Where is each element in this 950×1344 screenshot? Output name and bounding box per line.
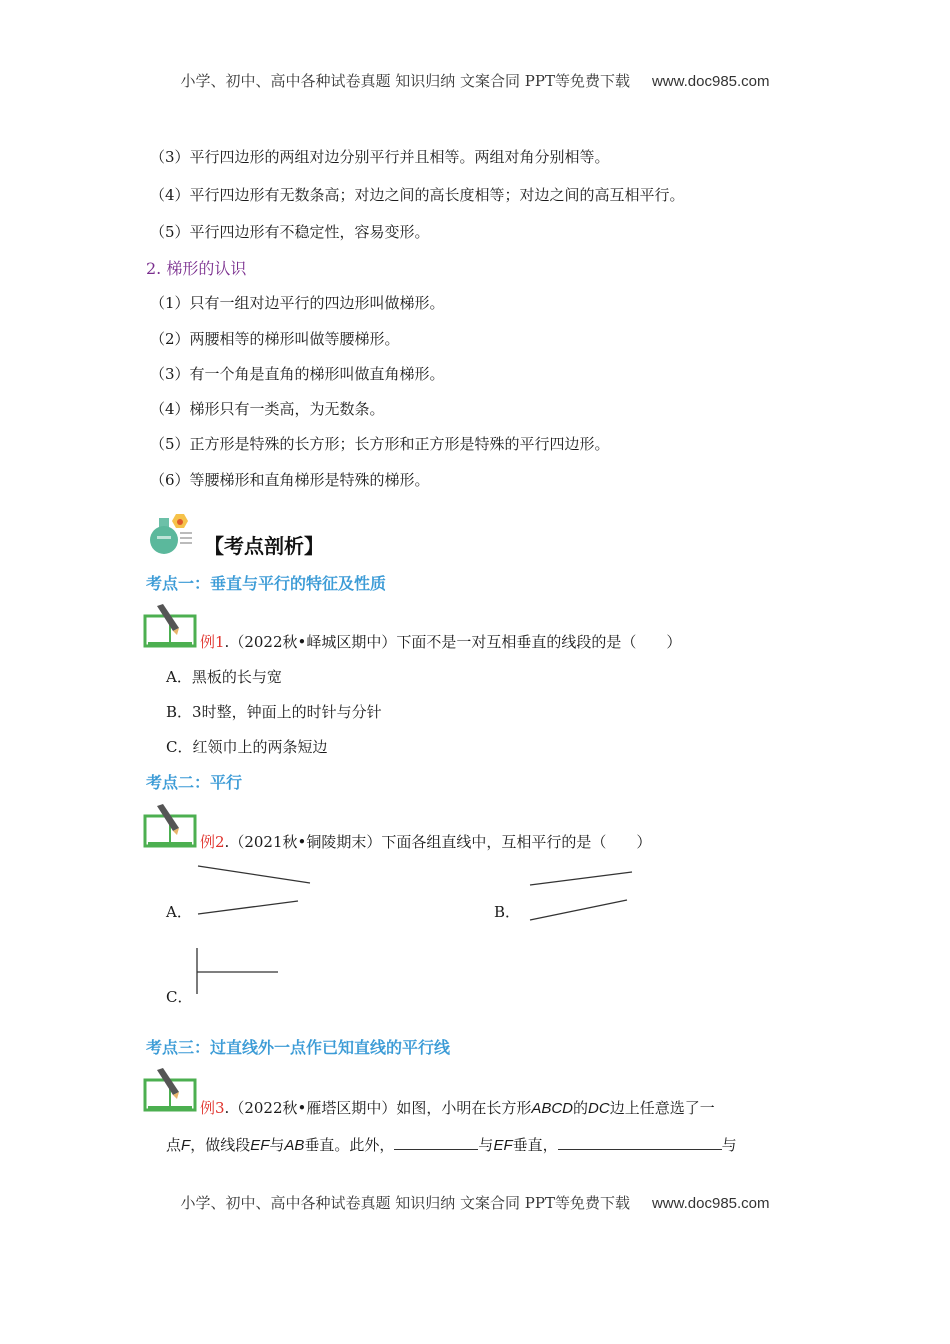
- kaodian-3-heading: 考点三：过直线外一点作已知直线的平行线: [146, 1038, 451, 1057]
- example-3-text-8: 与: [478, 1136, 494, 1154]
- example-1-option-b[interactable]: B．3时整，钟面上的时针与分针: [166, 703, 382, 721]
- page-header: [0, 70, 950, 91]
- example-3-text-1: .（2022秋•雁塔区期中）如图，小明在长方形: [224, 1099, 532, 1117]
- example-2-text: .（2021秋•铜陵期末）下面各组直线中，互相平行的是（ ）: [224, 833, 652, 851]
- analysis-heading: 【考点剖析】: [204, 534, 324, 558]
- notebook-pencil-icon: [143, 1068, 199, 1112]
- header-site-link[interactable]: www.doc985.com: [651, 73, 770, 90]
- example-3-text-9: 垂直，: [512, 1136, 558, 1154]
- example-1-question: [200, 631, 681, 652]
- answer-blank-2[interactable]: [558, 1135, 722, 1150]
- label-ef: EF: [250, 1137, 270, 1154]
- example-3-text-2: 的: [573, 1099, 589, 1117]
- label-ab: AB: [284, 1137, 305, 1154]
- notebook-pencil-icon: [143, 604, 199, 648]
- option-a-lines-figure: [194, 860, 314, 920]
- example-3-text-10: 与: [721, 1136, 737, 1154]
- label-f: F: [181, 1137, 191, 1154]
- flask-icon: [146, 512, 198, 556]
- footer-text: 小学、初中、高中各种试卷真题 知识归纳 文案合同 PPT等免费下载: [180, 1194, 630, 1212]
- example-3-question-line-2: [166, 1134, 737, 1155]
- example-1-text: .（2022秋•峄城区期中）下面不是一对互相垂直的线段的是（ ）: [224, 633, 682, 651]
- example-3-text-6: 与: [269, 1136, 285, 1154]
- example-3-text-5: ，做线段: [190, 1136, 251, 1154]
- kaodian-1-heading: 考点一：垂直与平行的特征及性质: [146, 574, 387, 593]
- parallelogram-point-5: （5）平行四边形有不稳定性，容易变形。: [150, 223, 430, 241]
- option-b-lines-figure: [526, 866, 636, 926]
- example-1-label: 例1: [200, 633, 225, 651]
- footer-site-link[interactable]: www.doc985.com: [651, 1195, 770, 1212]
- example-2-option-b[interactable]: B．: [494, 903, 521, 921]
- parallelogram-point-4: （4）平行四边形有无数条高；对边之间的高长度相等；对边之间的高互相平行。: [150, 186, 685, 204]
- trapezoid-point-2: （2）两腰相等的梯形叫做等腰梯形。: [150, 330, 400, 348]
- label-abcd: ABCD: [531, 1100, 574, 1117]
- trapezoid-point-3: （3）有一个角是直角的梯形叫做直角梯形。: [150, 365, 445, 383]
- example-3-text-3: 边上任意选了一: [609, 1099, 715, 1117]
- trapezoid-heading: 2. 梯形的认识: [146, 259, 247, 278]
- example-2-option-c[interactable]: C．: [166, 988, 193, 1006]
- example-2-question: [200, 831, 651, 852]
- example-2-option-a[interactable]: A．: [166, 903, 192, 921]
- example-3-text-4: 点: [166, 1136, 182, 1154]
- answer-blank-1[interactable]: [394, 1135, 478, 1150]
- trapezoid-point-6: （6）等腰梯形和直角梯形是特殊的梯形。: [150, 471, 430, 489]
- label-dc: DC: [588, 1100, 610, 1117]
- header-text: 小学、初中、高中各种试卷真题 知识归纳 文案合同 PPT等免费下载: [180, 72, 630, 90]
- example-3-label: 例3: [200, 1099, 225, 1117]
- example-3-question-line-1: [200, 1097, 715, 1118]
- example-1-option-a[interactable]: A．黑板的长与宽: [166, 668, 282, 686]
- label-ef-2: EF: [493, 1137, 513, 1154]
- option-c-lines-figure: [192, 946, 284, 996]
- parallelogram-point-3: （3）平行四边形的两组对边分别平行并且相等。两组对角分别相等。: [150, 148, 610, 166]
- trapezoid-point-5: （5）正方形是特殊的长方形；长方形和正方形是特殊的平行四边形。: [150, 435, 610, 453]
- page-footer: [0, 1192, 950, 1213]
- trapezoid-point-1: （1）只有一组对边平行的四边形叫做梯形。: [150, 294, 445, 312]
- example-2-label: 例2: [200, 833, 225, 851]
- kaodian-2-heading: 考点二：平行: [146, 773, 243, 792]
- example-1-option-c[interactable]: C．红领巾上的两条短边: [166, 738, 328, 756]
- notebook-pencil-icon: [143, 804, 199, 848]
- example-3-text-7: 垂直。此外，: [304, 1136, 395, 1154]
- trapezoid-point-4: （4）梯形只有一类高，为无数条。: [150, 400, 385, 418]
